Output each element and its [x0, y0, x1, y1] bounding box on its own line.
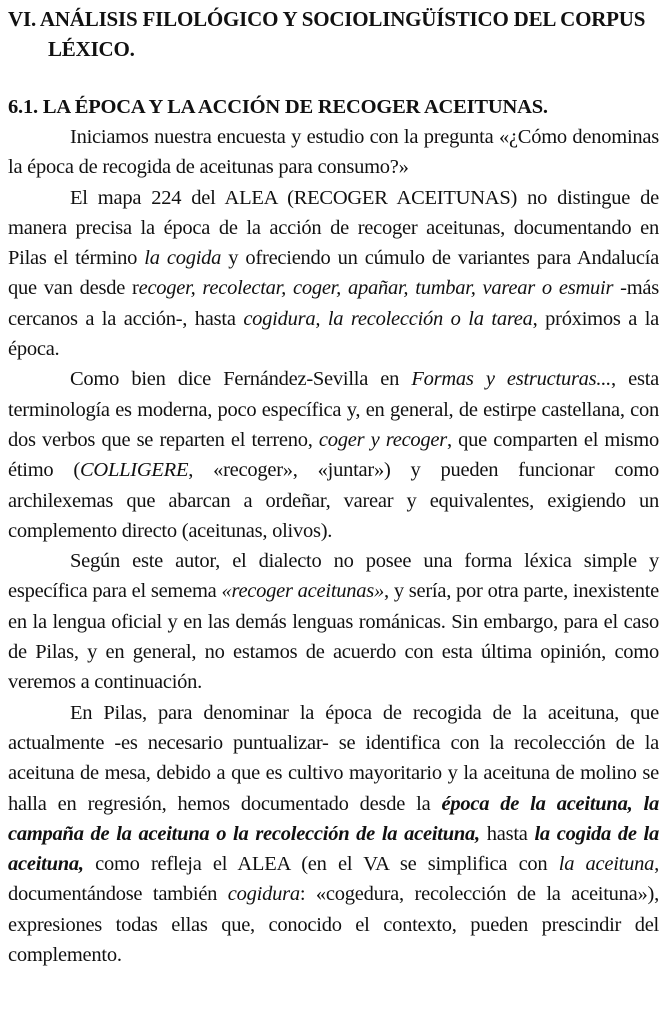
text-run: , y sería, por otra parte, inexistente en la lengua oficial y en las demás lenguas románicas. Sin embargo, para el caso de Pilas, y en general, no estamos de acuerdo con esta última opinión, como veremos a continuación.	[8, 580, 659, 694]
paragraph-3	[8, 364, 659, 546]
text-run: En Pilas, para denominar la época de recogida de la aceituna, que actualmente -es necesario puntualizar- se identifica con la recolección de la aceituna de mesa, debido a que es cultivo mayoritario y la aceituna de molino se halla en regresión, hemos documentado desde la	[8, 701, 659, 815]
italic-term: ecoger, recolectar, coger, apañar, tumbar, varear o esmuir	[138, 277, 614, 300]
bold-italic-run: época de la aceituna, la campaña de la aceituna o la recolección de la aceituna,	[8, 792, 659, 845]
bold-italic-run: la cogida de la aceituna,	[8, 822, 659, 876]
chapter-heading: VI. ANÁLISIS FILOLÓGICO Y SOCIOLINGÜÍSTICO DEL CORPUS LÉXICO.	[8, 7, 646, 61]
italic-term: coger y recoger	[318, 428, 447, 451]
italic-term: cogidura	[227, 883, 300, 906]
italic-term: la cogida	[144, 247, 222, 270]
text-run: Como bien dice Fernández-Sevilla en	[70, 368, 412, 391]
text-run: , que comparten el mismo étimo (	[8, 428, 659, 482]
paragraph-1	[8, 122, 659, 183]
text-run: Según este autor, el dialecto no posee una forma léxica simple y específica para el semema	[8, 550, 659, 603]
text-run: : «cogedura, recolección de la aceituna»), expresiones todas ellas que, conocido el contexto, pueden prescindir del complemento.	[8, 883, 659, 967]
paragraph-4	[8, 546, 659, 697]
italic-term: la aceituna	[558, 853, 655, 876]
paragraph-2	[8, 183, 659, 365]
italic-term: COLLIGERE	[80, 459, 189, 482]
text-run: hasta	[479, 822, 535, 845]
text-run: El mapa 224 del ALEA (RECOGER ACEITUNAS) no distingue de manera precisa la época de la acción de recoger aceitunas, documentando en Pilas el término	[8, 186, 659, 270]
text-run: , «recoger», «juntar») y pueden funcionar como archilexemas que abarcan a ordeñar, varear y equivalentes, exigiendo un complemento directo (aceitunas, olivos).	[8, 459, 659, 542]
text-run: , esta terminología es moderna, poco específica y, en general, de estirpe castellana, con dos verbos que se reparten el terreno,	[8, 368, 660, 451]
text-run: como refleja el ALEA (en el VA se simplifica con	[83, 853, 559, 876]
text-run: -más cercanos a la acción-, hasta	[8, 277, 659, 330]
italic-term: «recoger aceitunas»	[221, 580, 384, 603]
text-run: Iniciamos nuestra encuesta y estudio con la pregunta «¿Cómo denominas la época de recogida de aceitunas para consumo?»	[8, 126, 659, 179]
text-run: , próximos a la época.	[8, 307, 659, 361]
paragraph-5	[8, 698, 659, 971]
text-run: , documentándose también	[8, 853, 659, 906]
text-run: y ofreciendo un cúmulo de variantes para Andalucía que van desde r	[8, 247, 659, 300]
italic-term: Formas y estructuras...	[411, 368, 612, 391]
section-heading: 6.1. LA ÉPOCA Y LA ACCIÓN DE RECOGER ACEITUNAS.	[8, 96, 548, 118]
italic-term: cogidura, la recolección o la tarea	[243, 307, 533, 330]
